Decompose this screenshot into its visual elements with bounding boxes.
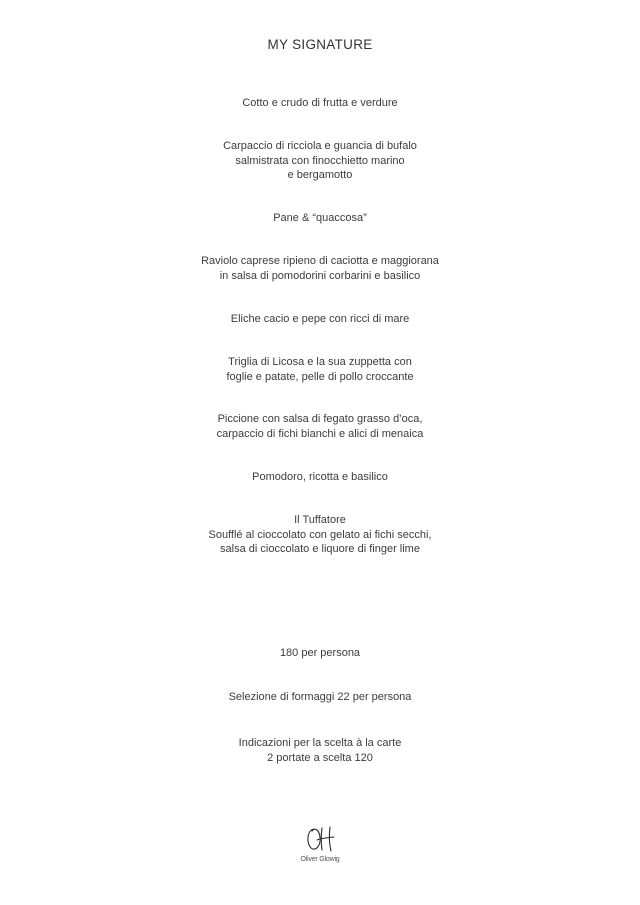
a-la-carte-info xyxy=(0,736,640,765)
dish-item xyxy=(0,139,640,183)
dish-line: e bergamotto xyxy=(287,169,353,181)
logo-text: Oliver Glowig xyxy=(300,856,340,863)
dish-line: salsa di cioccolato e liquore di finger lime xyxy=(220,543,420,555)
dish-item xyxy=(0,412,640,441)
dish-line: carpaccio di fichi bianchi e alici di menaica xyxy=(216,427,424,440)
dish-item xyxy=(0,254,640,283)
dish-line: Pane & “quaccosa” xyxy=(273,212,367,224)
dish-item xyxy=(0,513,640,557)
dish-item xyxy=(0,470,640,485)
price-line: Selezione di formaggi 22 per persona xyxy=(228,691,412,703)
monogram-icon xyxy=(303,823,337,855)
dish-line: Eliche cacio e pepe con ricci di mare xyxy=(230,313,410,325)
price-per-person xyxy=(0,646,640,661)
dish-line: in salsa di pomodorini corbarini e basilico xyxy=(219,269,421,282)
dish-line: Piccione con salsa di fegato grasso d’oca, xyxy=(217,413,423,425)
dish-item xyxy=(0,312,640,327)
dish-item xyxy=(0,211,640,226)
cheese-selection-price xyxy=(0,690,640,705)
dish-item xyxy=(0,355,640,384)
dish-line: Il Tuffatore xyxy=(294,514,346,526)
oliver-glowig-logo xyxy=(291,823,349,871)
dish-line: Carpaccio di ricciola e guancia di bufalo xyxy=(223,140,417,152)
dish-line: Pomodoro, ricotta e basilico xyxy=(252,471,388,483)
dish-line: salmistrata con finocchietto marino xyxy=(235,154,405,167)
dish-line: Cotto e crudo di frutta e verdure xyxy=(242,97,398,109)
dish-line: Raviolo caprese ripieno di caciotta e maggiorana xyxy=(201,255,439,267)
price-line: 2 portate a scelta 120 xyxy=(267,751,373,764)
dish-line: foglie e patate, pelle di pollo croccante xyxy=(226,370,414,383)
dish-line: Triglia di Licosa e la sua zuppetta con xyxy=(228,356,412,368)
dish-line: Soufflé al cioccolato con gelato ai fichi secchi, xyxy=(208,528,432,541)
menu-title: MY SIGNATURE xyxy=(267,37,373,52)
dish-item xyxy=(0,96,640,111)
price-line: Indicazioni per la scelta à la carte xyxy=(238,737,402,749)
price-line: 180 per persona xyxy=(279,647,361,659)
